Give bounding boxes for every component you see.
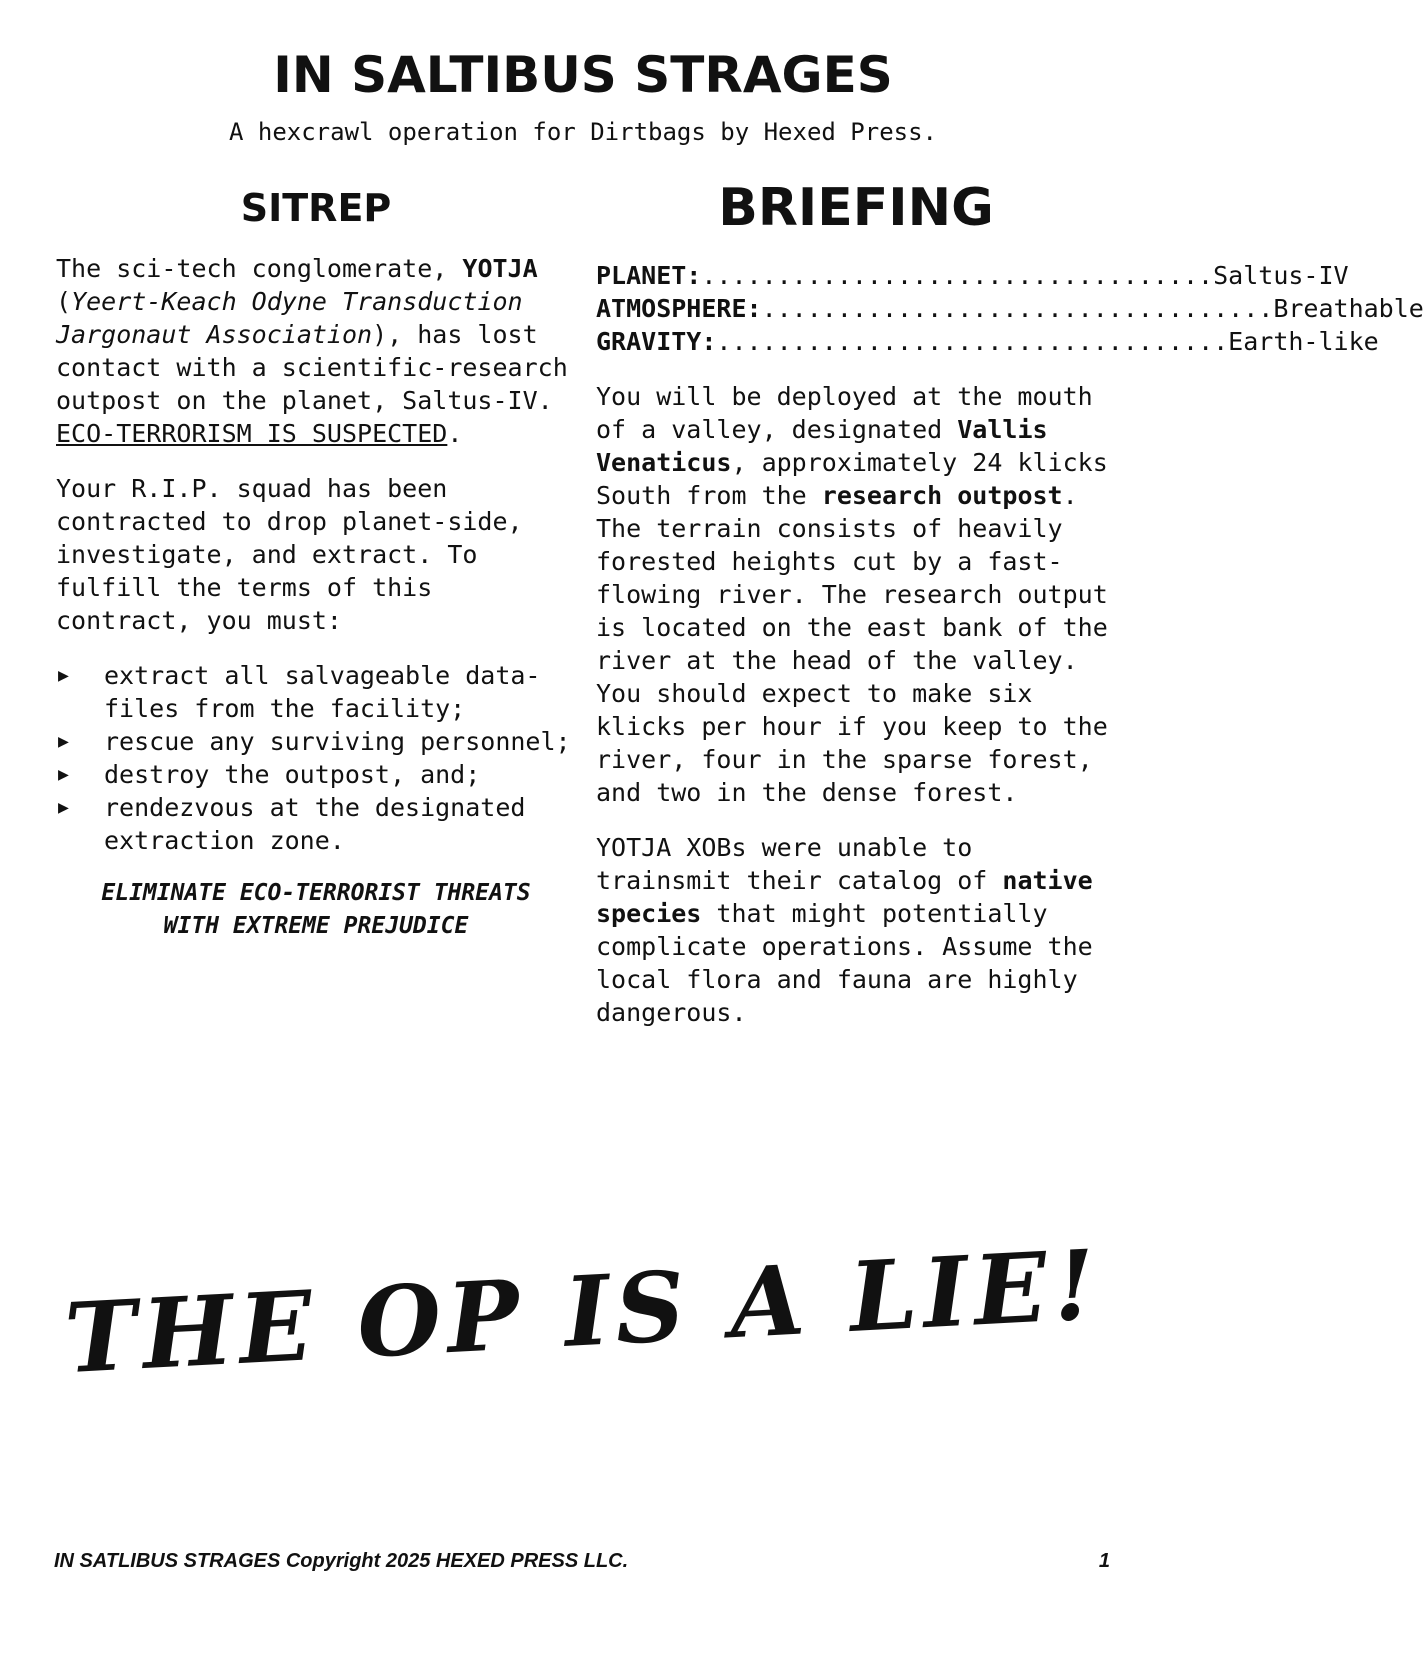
handwritten-note bbox=[0, 1227, 1166, 1396]
list-item bbox=[56, 791, 576, 857]
stat-key: PLANET: bbox=[596, 261, 702, 291]
briefing-p1-a: You will be deployed at the mouth of a valley, designated bbox=[596, 382, 1093, 445]
briefing-p1-c: . The terrain consists of heavily forested heights cut by a fast-flowing river. The research output is located on the east bank of the river at the head of the valley. You should expect to make six klicks per hour if you keep to the river, four in the sparse forest, and two in the dense forest. bbox=[596, 481, 1108, 808]
sitrep-p1-start: The sci-tech conglomerate, bbox=[56, 253, 463, 283]
briefing-p2-a: YOTJA XOBs were unable to trainsmit their catalog of bbox=[596, 833, 1003, 896]
sitrep-column bbox=[56, 180, 576, 943]
sitrep-paragraph-2: Your R.I.P. squad has been contracted to drop planet-side, investigate, and extract. To fulfill the terms of this contract, you must: bbox=[56, 473, 523, 635]
page-subtitle: A hexcrawl operation for Dirtbags by Hexed Press. bbox=[228, 118, 937, 146]
eco-terrorism-warning: ECO-TERRORISM IS SUSPECTED bbox=[56, 418, 448, 448]
briefing-p2-b: that might potentially complicate operations. Assume the local flora and fauna are highly dangerous. bbox=[596, 899, 1093, 1028]
task-text: destroy the outpost, and; bbox=[104, 759, 481, 789]
slogan-line-2: WITH EXTREME PREJUDICE bbox=[163, 912, 469, 939]
bullet-triangle-icon: ▶ bbox=[58, 664, 69, 686]
stat-value: Breathable bbox=[1273, 294, 1424, 324]
stat-row-planet bbox=[596, 259, 1349, 292]
briefing-paragraph-1 bbox=[596, 380, 1116, 809]
briefing-column bbox=[596, 178, 1424, 1051]
footer-copyright: IN SATLIBUS STRAGES Copyright 2025 HEXED PRESS LLC. bbox=[54, 1550, 629, 1572]
page-title: IN SALTIBUS STRAGES bbox=[273, 46, 893, 104]
stat-leader-dots: .................................. bbox=[716, 327, 1229, 357]
stat-key: GRAVITY: bbox=[596, 327, 717, 357]
page-number: 1 bbox=[1098, 1550, 1110, 1572]
handwritten-note-graphic bbox=[62, 1227, 1104, 1396]
bullet-triangle-icon: ▶ bbox=[58, 763, 69, 785]
briefing-paragraph-2 bbox=[596, 831, 1116, 1029]
mission-task-list bbox=[56, 659, 576, 857]
bullet-triangle-icon: ▶ bbox=[58, 796, 69, 818]
task-text: rendezvous at the designated extraction zone. bbox=[104, 792, 526, 855]
briefing-heading: BRIEFING bbox=[718, 178, 994, 238]
task-text: extract all salvageable data-files from the facility; bbox=[104, 660, 541, 723]
org-full-name: Yeert-Keach Odyne Transduction Jargonaut Association bbox=[56, 286, 523, 349]
stat-key: ATMOSPHERE: bbox=[596, 294, 762, 324]
task-text: rescue any surviving personnel; bbox=[104, 726, 571, 756]
planet-stats bbox=[596, 259, 1424, 358]
briefing-p1-b: , approximately 24 klicks South from the bbox=[596, 448, 1108, 511]
native-species-term: native species bbox=[596, 866, 1093, 929]
sitrep-p1-mid: ), has lost contact with a scientific-research outpost on the planet, Saltus-IV. bbox=[56, 319, 568, 415]
stat-row-atmosphere bbox=[596, 292, 1424, 325]
stat-value: Saltus-IV bbox=[1213, 261, 1349, 291]
sitrep-p1-end: . bbox=[447, 418, 463, 448]
list-item bbox=[56, 659, 576, 725]
list-item bbox=[56, 725, 576, 758]
stat-value: Earth-like bbox=[1228, 327, 1379, 357]
handwritten-note-text: THE OP IS A LIE! bbox=[62, 1227, 1104, 1396]
list-item bbox=[56, 758, 576, 791]
mission-slogan bbox=[56, 877, 576, 943]
bullet-triangle-icon: ▶ bbox=[58, 730, 69, 752]
slogan-line-1: ELIMINATE ECO-TERRORIST THREATS bbox=[101, 879, 531, 906]
sitrep-paragraph-1 bbox=[56, 252, 576, 450]
outpost-term: research outpost bbox=[821, 481, 1063, 511]
sitrep-open-paren: ( bbox=[56, 286, 72, 316]
valley-name: Vallis Venaticus bbox=[596, 415, 1048, 478]
stat-leader-dots: .................................. bbox=[701, 261, 1214, 291]
sitrep-heading: SITREP bbox=[240, 186, 392, 230]
stat-row-gravity bbox=[596, 325, 1379, 358]
stat-leader-dots: .................................. bbox=[761, 294, 1274, 324]
org-short-name: YOTJA bbox=[462, 253, 538, 283]
